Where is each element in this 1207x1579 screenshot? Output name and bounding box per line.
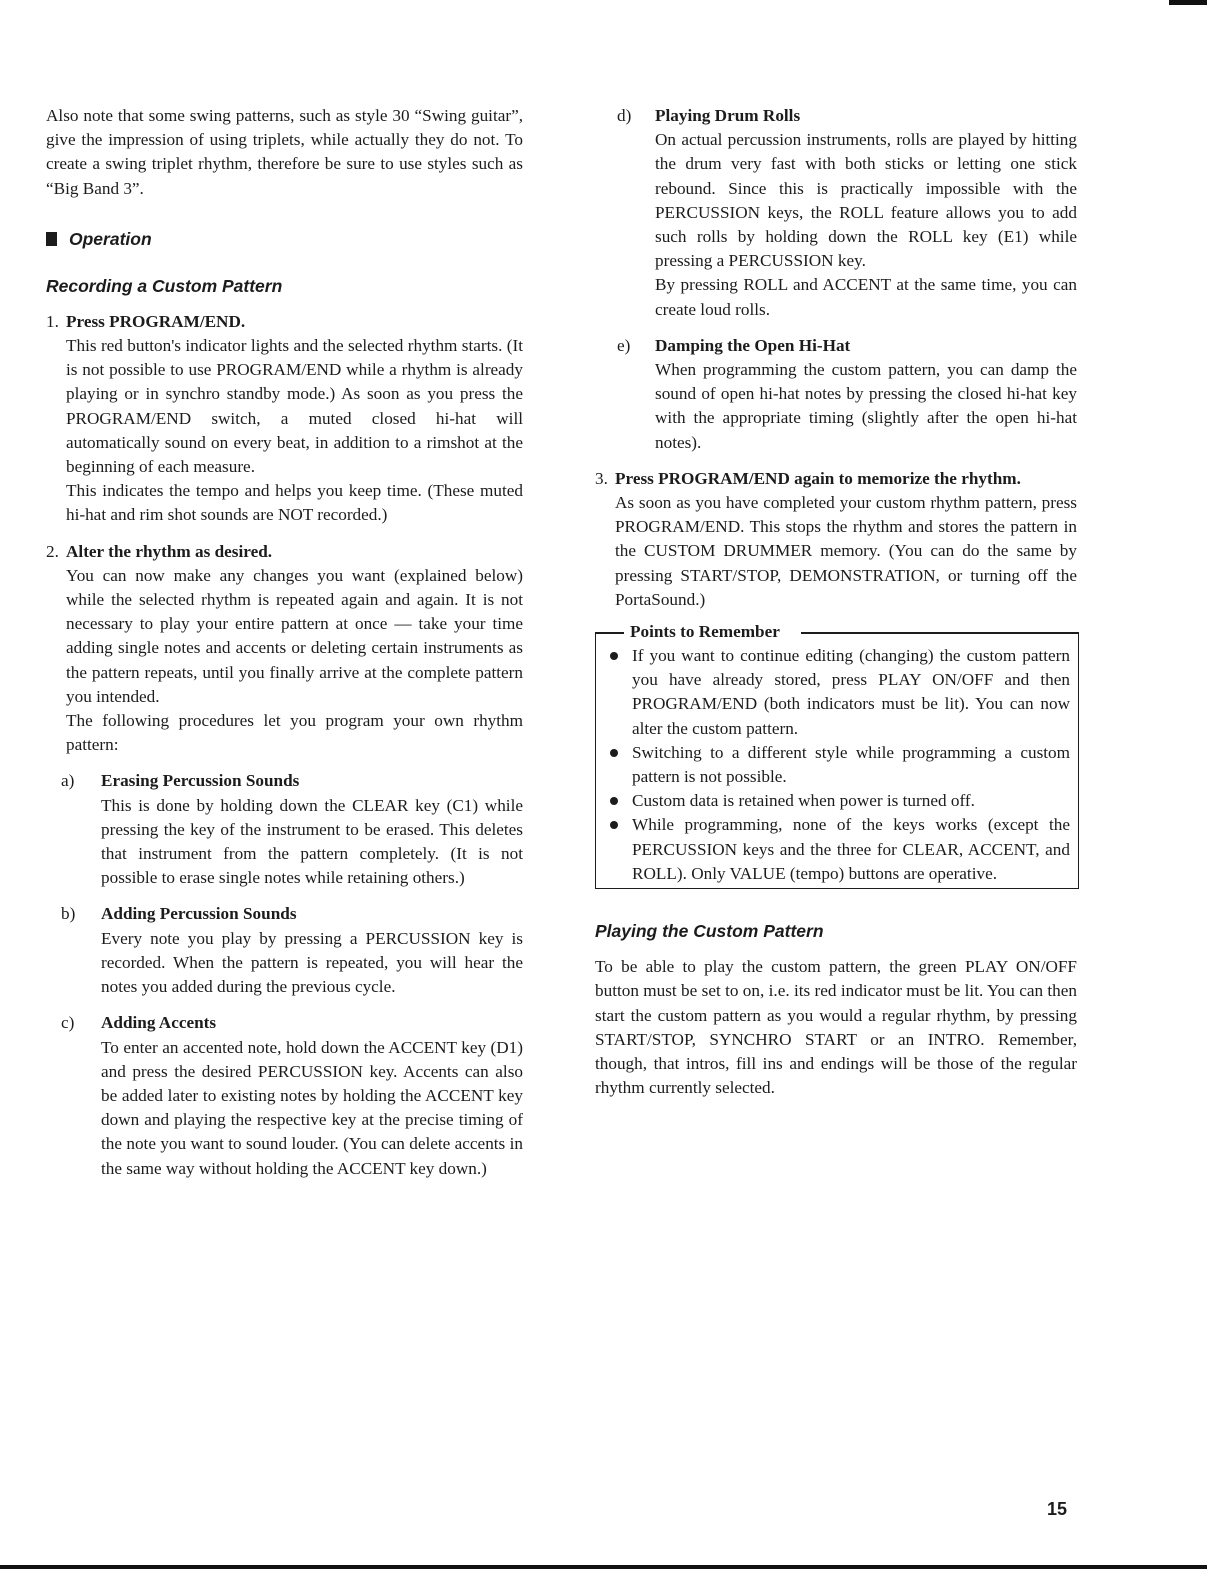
- page-edge-mark: [1169, 0, 1207, 5]
- subitem-letter: d): [617, 106, 632, 125]
- page-number: 15: [1047, 1499, 1068, 1519]
- step-number: 1.: [46, 311, 59, 331]
- step-paragraph: This indicates the tempo and helps you keep time. (These muted hi-hat and rim shot sounds are NOT recorded.): [66, 481, 523, 525]
- right-column: [595, 104, 1077, 1100]
- playing-heading: Playing the Custom Pattern: [595, 921, 824, 942]
- step-paragraph: As soon as you have completed your custom rhythm pattern, press PROGRAM/END. This stops the rhythm and stores the pattern in the CUSTOM DRUMMER memory. (You can do the same by pressing START/STOP, DEMONSTRATION, or turning off the PortaSound.): [615, 493, 1077, 609]
- points-to-remember-box: [595, 622, 1079, 889]
- bullet-text: If you want to continue editing (changing) the custom pattern you have already stored, press PLAY ON/OFF and then PROGRAM/END (both indicators must be lit). You can now alter the custom pattern.: [632, 646, 1070, 738]
- step-title: Press PROGRAM/END again to memorize the rhythm.: [615, 468, 1021, 488]
- operation-heading-text: Operation: [69, 228, 152, 249]
- step-2: [46, 540, 523, 758]
- subitem-title: Adding Accents: [101, 1013, 217, 1033]
- step-number: 2.: [46, 541, 59, 561]
- square-bullet-icon: [46, 232, 57, 246]
- subitem-letter: a): [61, 771, 75, 791]
- subitem-letter: c): [61, 1013, 75, 1033]
- subitem-title: Adding Percussion Sounds: [101, 904, 297, 924]
- step-1: [46, 310, 523, 528]
- playing-paragraph: To be able to play the custom pattern, the green PLAY ON/OFF button must be set to on, i.e. its red indicator must be lit. You can then start the custom pattern as you would a regular rhythm, by pressing START/STOP, SYNCHRO START or an INTRO. Remember, though, that intros, fill ins and endings will be those of the regular rhythm currently selected.: [595, 957, 1077, 1098]
- box-border-segment: [596, 632, 624, 634]
- subitem-paragraph: To enter an accented note, hold down the ACCENT key (D1) and press the desired PERCUSSION key. Accents can also be added later to existing notes by holding the ACCENT key down and playing the respective key at the precise timing of the note you want to sound louder. (You can delete accents in the same way without holding the ACCENT key down.): [101, 1037, 523, 1178]
- step-paragraph: This red button's indicator lights and the selected rhythm starts. (It is not possible to use PROGRAM/END while a rhythm is already playing or in synchro standby mode.) As soon as you press the PROGRAM/END switch, a muted closed hi-hat will automatically sound on every beat, in addition to a rimshot at the beginning of each measure.: [66, 336, 523, 477]
- operation-heading: [46, 227, 523, 251]
- recording-heading: Recording a Custom Pattern: [46, 275, 283, 296]
- step-number: 3.: [595, 468, 608, 488]
- step-title: Alter the rhythm as desired.: [66, 541, 273, 561]
- step-3: [595, 467, 1077, 612]
- subitem-a: [46, 769, 523, 890]
- bullet-item: [602, 789, 1070, 813]
- bullet-icon: [610, 652, 618, 660]
- subitem-e: [595, 334, 1077, 455]
- subitem-paragraph: On actual percussion instruments, rolls are played by hitting the drum very fast with both sticks or letting one stick rebound. Since this is practically impossible with the PERCUSSION keys, the ROLL feature allows you to add such rolls by holding down the ROLL key (E1) while pressing a PERCUSSION key.: [655, 130, 1077, 271]
- bullet-item: [602, 741, 1070, 789]
- step-paragraph: You can now make any changes you want (explained below) while the selected rhythm is repeated again and again. It is not necessary to play your entire pattern at once — take your time adding single notes and accents or deleting certain instruments as the pattern repeats, until you finally arrive at the complete pattern you intended.: [66, 565, 523, 706]
- bullet-icon: [610, 797, 618, 805]
- bullet-icon: [610, 749, 618, 757]
- subitem-title: Damping the Open Hi-Hat: [655, 335, 851, 355]
- bullet-item: [602, 644, 1070, 741]
- subitem-letter: e): [617, 335, 631, 355]
- subitem-title: Erasing Percussion Sounds: [101, 771, 300, 791]
- page-bottom-rule: [0, 1565, 1207, 1569]
- bullet-text: Custom data is retained when power is turned off.: [632, 791, 975, 811]
- bullet-text: While programming, none of the keys works (except the PERCUSSION keys and the three for CLEAR, ACCENT, and ROLL). Only VALUE (tempo) buttons are operative.: [632, 815, 1070, 883]
- subitem-c: [46, 1011, 523, 1180]
- subitem-paragraph: Every note you play by pressing a PERCUSSION key is recorded. When the pattern is repeated, you will hear the notes you added during the previous cycle.: [101, 928, 523, 997]
- subitem-title: Playing Drum Rolls: [655, 106, 801, 125]
- bullet-icon: [610, 821, 618, 829]
- subitem-paragraph: When programming the custom pattern, you can damp the sound of open hi-hat notes by pressing the closed hi-hat key with the appropriate timing (slightly after the open hi-hat notes).: [655, 360, 1077, 452]
- subitem-paragraph: By pressing ROLL and ACCENT at the same time, you can create loud rolls.: [655, 275, 1077, 319]
- points-box-title: Points to Remember: [626, 621, 784, 643]
- subitem-paragraph: This is done by holding down the CLEAR key (C1) while pressing the key of the instrument to be erased. This deletes that instrument from the pattern completely. (It is not possible to erase single notes while retaining others.): [101, 795, 523, 888]
- subitem-d: [595, 104, 1077, 322]
- step-paragraph: The following procedures let you program your own rhythm pattern:: [66, 711, 523, 755]
- box-border-segment: [801, 632, 1078, 634]
- step-title: Press PROGRAM/END.: [66, 311, 246, 331]
- subitem-b: [46, 902, 523, 999]
- bullet-text: Switching to a different style while programming a custom pattern is not possible.: [632, 742, 1070, 787]
- bullet-item: [602, 813, 1070, 886]
- subitem-letter: b): [61, 904, 76, 924]
- intro-paragraph: Also note that some swing patterns, such as style 30 “Swing guitar”, give the impression of using triplets, while actually they do not. To create a swing triplet rhythm, therefore be sure to use styles such as “Big Band 3”.: [46, 106, 523, 198]
- left-column: [46, 104, 523, 1181]
